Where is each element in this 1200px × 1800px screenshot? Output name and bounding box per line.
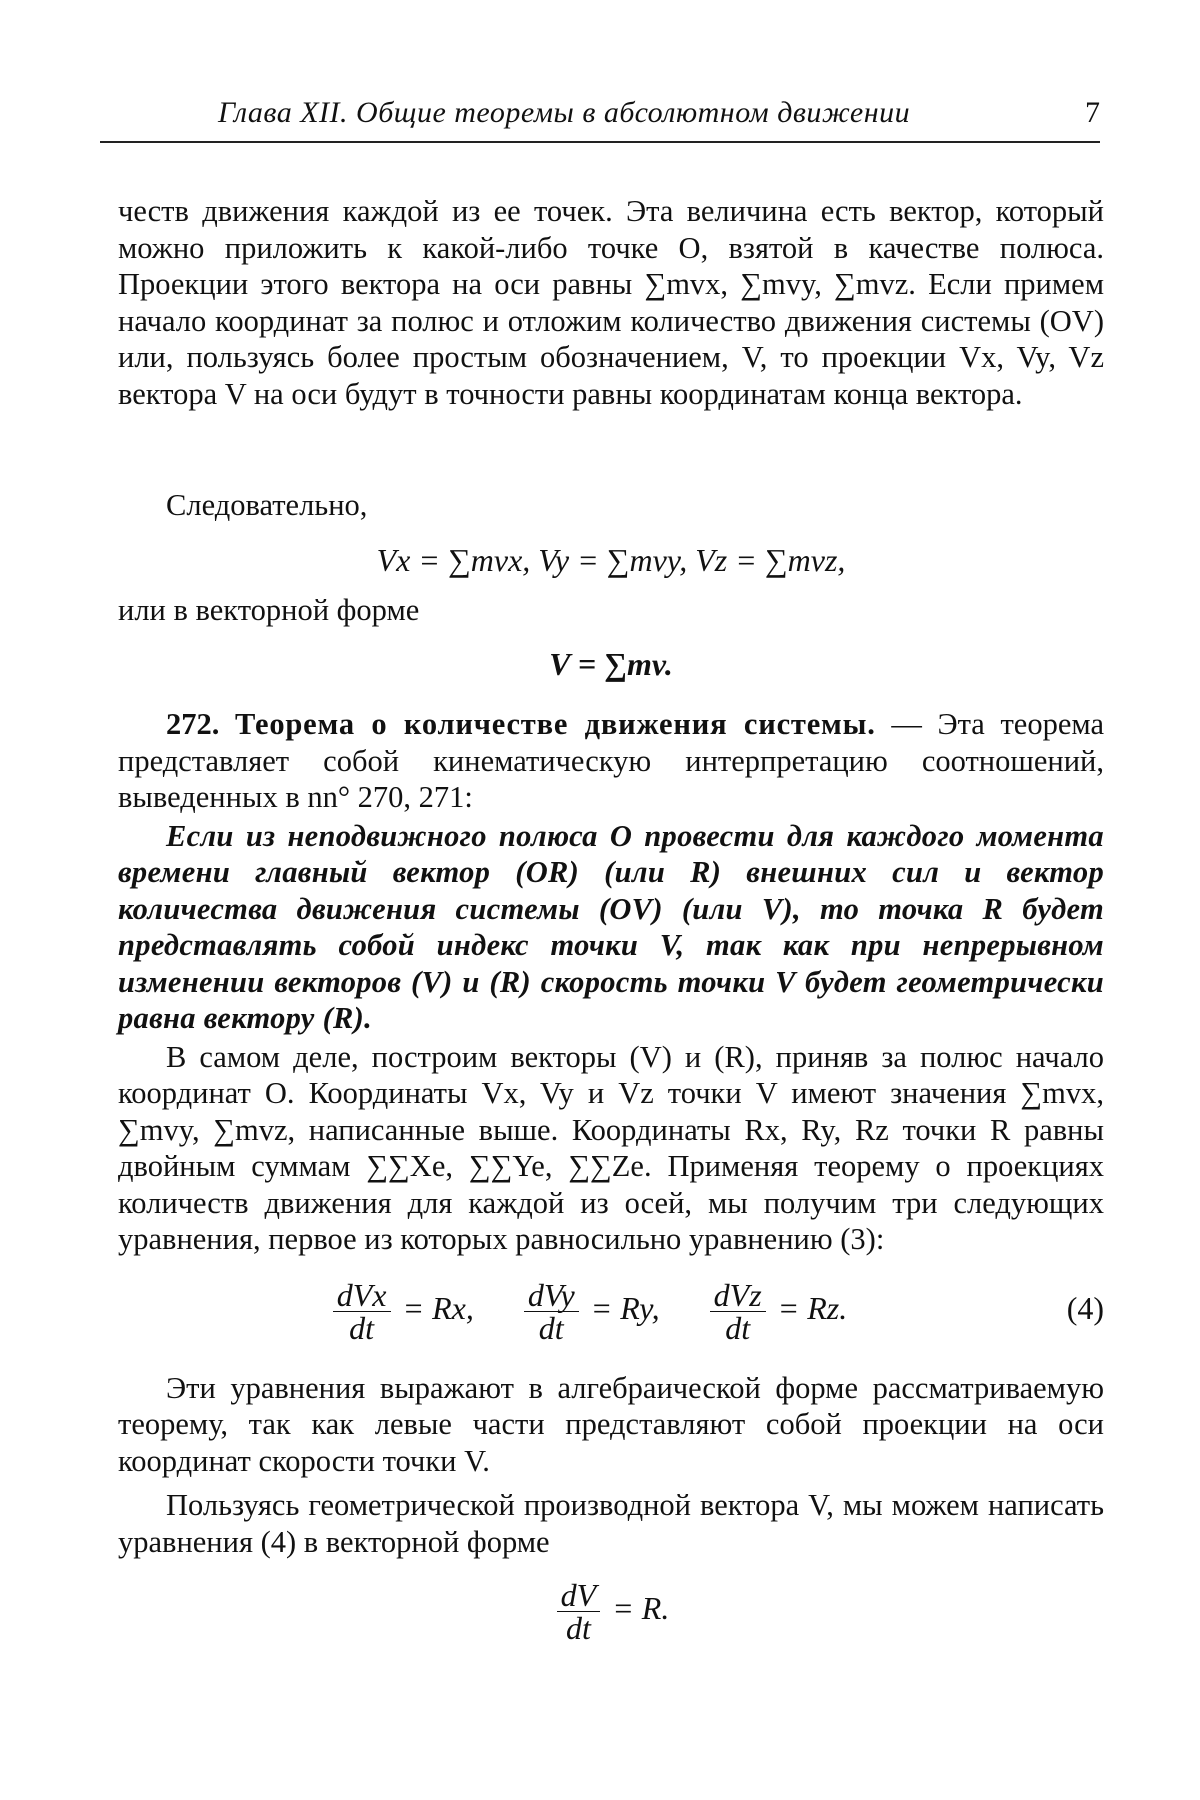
final-eq-denominator: dt (565, 1610, 591, 1647)
eq4-term-2-fraction (524, 1276, 579, 1346)
formula-vector: V = ∑mv. (549, 646, 673, 682)
eq4-term-3-rhs: = Rz. (769, 1289, 848, 1326)
paragraph-6: Пользуясь геометрической производной вектора V, мы можем написать уравнения (4) в векторной форме (118, 1488, 1104, 1559)
paragraph-5: Эти уравнения выражают в алгебраической форме рассматриваемую теорему, так как левые части представляют собой проекции на оси координат скорости точки V. (118, 1370, 1104, 1478)
running-head (100, 96, 1100, 136)
eq4-term-3 (706, 1276, 848, 1346)
paragraph-3: или в векторной форме (118, 592, 420, 627)
equation-number: (4) (1066, 1289, 1104, 1326)
equation-4 (118, 1266, 1104, 1350)
section-title: Теорема о количестве движения системы. (235, 707, 876, 741)
eq4-term-1-fraction (333, 1276, 391, 1346)
eq4-term-1-numerator: dVx (333, 1279, 391, 1312)
paragraph-1: честв движения каждой из ее точек. Эта величина есть вектор, который можно приложить к какой-либо точке O, взятой в качестве полюса. Проекции этого вектора на оси равны ∑mvx, ∑mvy, ∑mvz. Если примем начало координат за полюс и отложим количество движения системы (OV) или, пользуясь более простым обозначением, V, то проекции Vx, Vy, Vz вектора V на оси будут в точности равны координатам конца вектора. (118, 194, 1104, 411)
eq4-term-2 (520, 1276, 660, 1346)
eq4-term-2-rhs: = Ry, (582, 1289, 660, 1326)
eq4-term-1 (329, 1276, 474, 1346)
formula-components: Vx = ∑mvx, Vy = ∑mvy, Vz = ∑mvz, (376, 541, 846, 578)
page-number: 7 (1085, 96, 1100, 129)
eq4-term-3-fraction (710, 1276, 766, 1346)
equation-final-body (553, 1577, 670, 1647)
paragraph-2: Следовательно, (166, 488, 368, 522)
equation-final (118, 1566, 1104, 1650)
final-eq-fraction (557, 1577, 601, 1647)
eq4-term-3-numerator: dVz (710, 1279, 766, 1312)
section-272 (118, 706, 1104, 816)
final-eq-rhs: = R. (604, 1590, 670, 1626)
equation-4-body (329, 1276, 894, 1346)
paragraph-4: В самом деле, построим векторы (V) и (R), приняв за полюс начало координат O. Координаты Vx, Vy и Vz точки V имеют значения ∑mvx, ∑mvy, ∑mvz, написанные выше. Координаты Rx, Ry, Rz точки R равны двойным суммам ∑∑Xe, ∑∑Ye, ∑∑Ze. Применяя теорему о проекциях количеств движения для каждой из осей, мы получим три следующих уравнения, первое из которых равносильно уравнению (3): (118, 1039, 1104, 1256)
body-text (118, 193, 1104, 1650)
final-eq-numerator: dV (557, 1579, 601, 1612)
eq4-term-3-denominator: dt (725, 1309, 751, 1346)
chapter-title: Глава XII. Общие теоремы в абсолютном движении (218, 96, 911, 129)
eq4-term-1-rhs: = Rx, (394, 1289, 474, 1326)
eq4-term-2-denominator: dt (538, 1309, 564, 1346)
header-rule (100, 141, 1100, 143)
eq4-term-2-numerator: dVy (524, 1279, 579, 1312)
section-number: 272. (166, 707, 220, 741)
final-eq (553, 1577, 670, 1647)
section-intro: — Эта теорема представляет собой кинематическую интерпретацию соотношений, выведенных в nn° 270, 271: (118, 707, 1105, 814)
eq4-term-1-denominator: dt (349, 1309, 375, 1346)
theorem-statement: Если из неподвижного полюса O провести для каждого момента времени главный вектор (OR) (или R) внешних сил и вектор количества движения системы (OV) (или V), то точка R будет представлять собой индекс точки V, так как при непрерывном изменении векторов (V) и (R) скорость точки V будет геометрически равна вектору (R). (118, 818, 1104, 1035)
